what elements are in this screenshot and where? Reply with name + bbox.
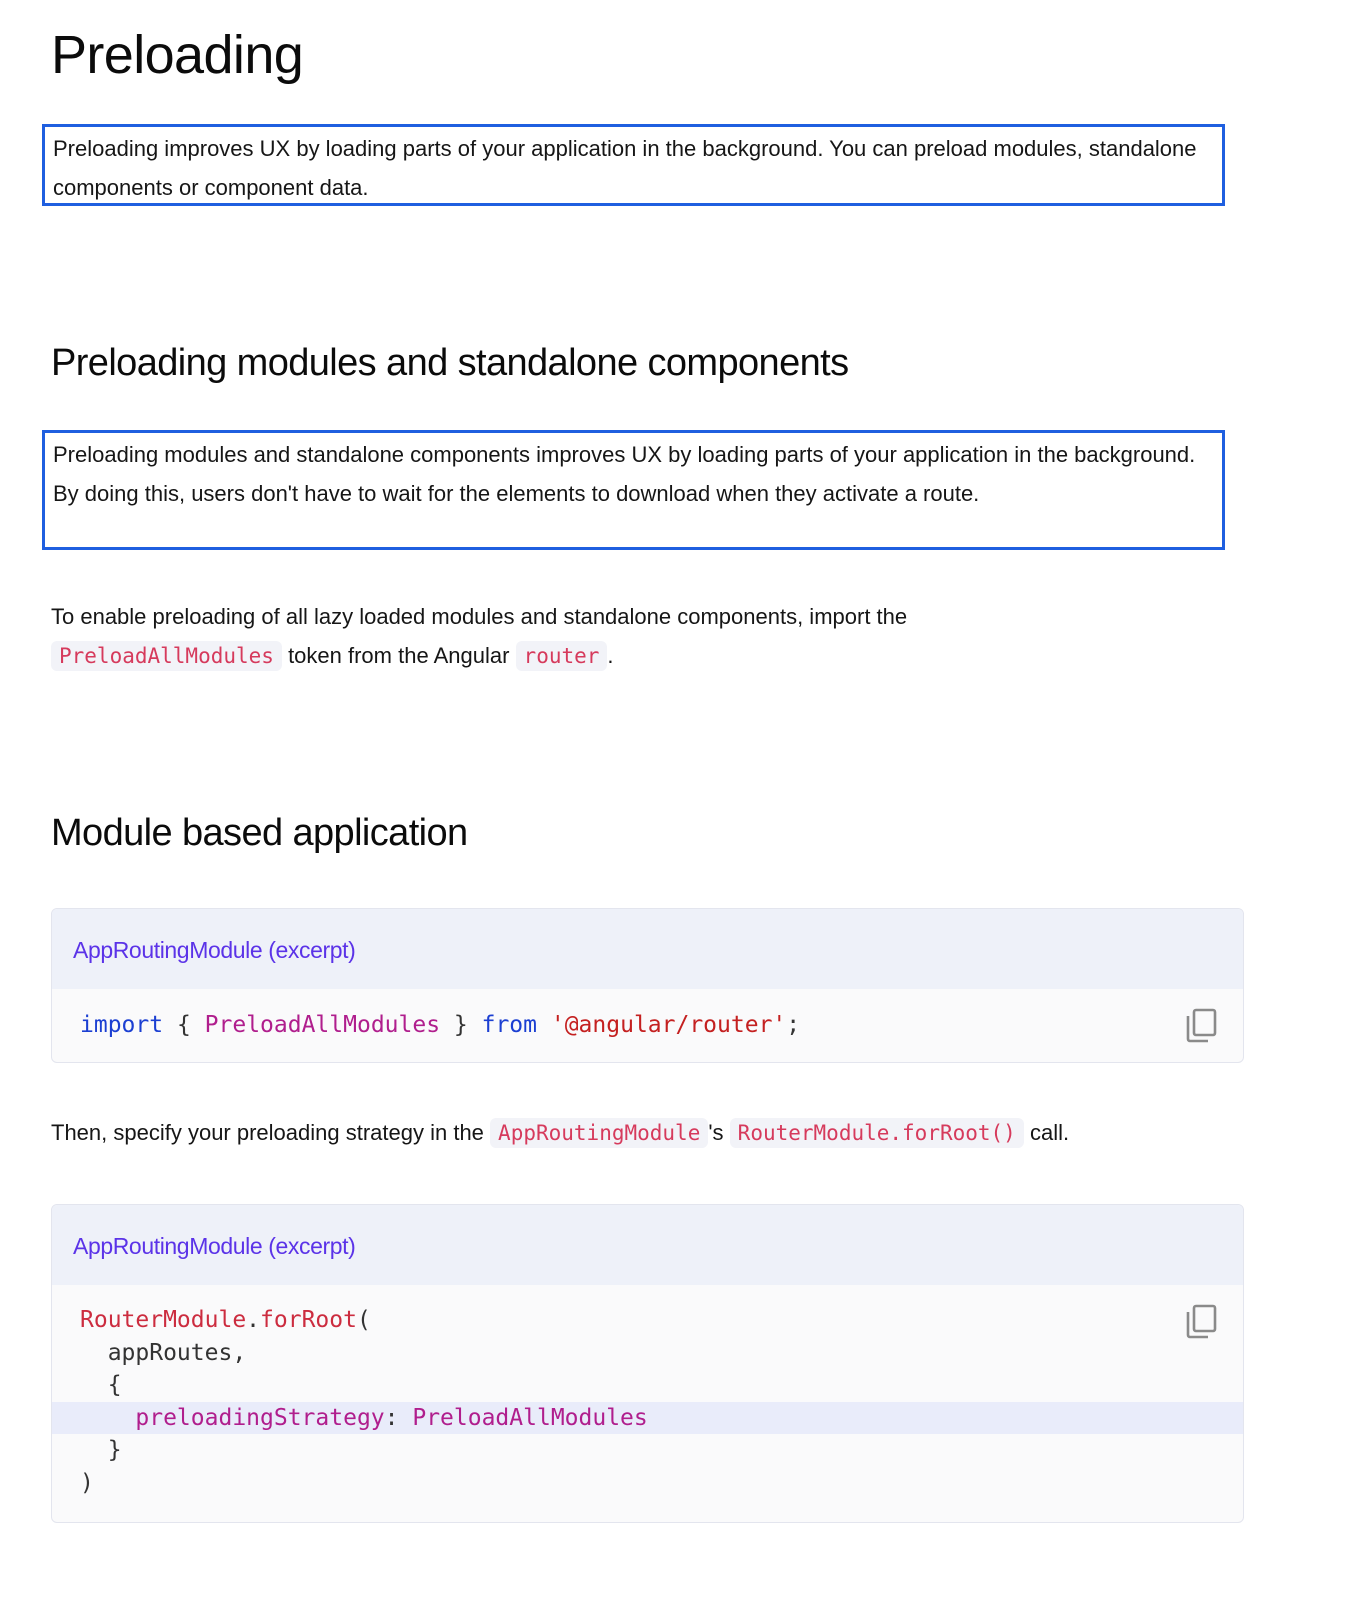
- code-line: [52, 1369, 1243, 1402]
- code-token: .: [246, 1307, 261, 1333]
- page-title: Preloading: [51, 25, 304, 85]
- modules-intro-paragraph: Preloading modules and standalone components improves UX by loading parts of your application in the background. By doing this, users don't have to wait for the elements to download when they activate a route.: [42, 430, 1225, 550]
- code-token: (: [356, 1307, 371, 1333]
- enable-text-2: token from the Angular: [288, 643, 510, 668]
- enable-text-3: .: [607, 643, 614, 668]
- code-token: {: [176, 1012, 205, 1038]
- enable-text-1: To enable preloading of all lazy loaded modules and standalone components, import the: [51, 604, 908, 629]
- intro-paragraph: Preloading improves UX by loading parts of your application in the background. You can preload modules, standalone components or component data.: [42, 124, 1225, 206]
- copy-icon: [1185, 1303, 1219, 1339]
- app-routing-module-code: AppRoutingModule: [490, 1118, 708, 1148]
- module-based-heading: Module based application: [51, 812, 468, 854]
- specify-strategy-paragraph: [51, 1113, 1251, 1153]
- code-token: forRoot: [260, 1307, 357, 1333]
- code-token: RouterModule: [80, 1307, 247, 1333]
- code-token: }: [80, 1437, 122, 1463]
- code-block-header: AppRoutingModule (excerpt): [52, 909, 1243, 989]
- modules-heading: Preloading modules and standalone components: [51, 342, 849, 384]
- then-text-2: 's: [708, 1120, 724, 1145]
- code-token: PreloadAllModules: [412, 1404, 648, 1431]
- code-block-forroot: [51, 1204, 1244, 1523]
- code-line: [52, 1467, 1243, 1500]
- preload-all-modules-code: PreloadAllModules: [51, 641, 282, 671]
- then-text-1: Then, specify your preloading strategy in the: [51, 1120, 484, 1145]
- code-token: }: [440, 1012, 482, 1038]
- copy-button[interactable]: [1185, 1007, 1219, 1043]
- copy-button[interactable]: [1185, 1303, 1219, 1339]
- code-token: '@angular/router': [550, 1012, 787, 1038]
- copy-icon: [1185, 1007, 1219, 1043]
- code-token: :: [384, 1404, 413, 1431]
- code-line-highlighted: [52, 1402, 1243, 1435]
- code-token: PreloadAllModules: [204, 1012, 441, 1038]
- code-token: appRoutes,: [80, 1339, 247, 1366]
- then-text-3: call.: [1029, 1120, 1070, 1145]
- code-body: [52, 989, 1243, 1062]
- code-line: [52, 1434, 1243, 1467]
- enable-preloading-paragraph: [51, 597, 1201, 676]
- code-token: preloadingStrategy: [135, 1404, 385, 1431]
- code-block-import: [51, 908, 1244, 1063]
- router-module-forroot-code: RouterModule.forRoot(): [730, 1118, 1024, 1148]
- code-token: import: [80, 1012, 164, 1038]
- code-token: ;: [786, 1012, 801, 1038]
- code-line: [52, 989, 1243, 1042]
- code-token: from: [481, 1012, 537, 1038]
- code-token: {: [80, 1372, 122, 1398]
- router-code: router: [516, 641, 608, 671]
- code-body: [52, 1285, 1243, 1499]
- code-block-header: AppRoutingModule (excerpt): [52, 1205, 1243, 1285]
- code-line: [52, 1337, 1243, 1370]
- code-line: [52, 1304, 1243, 1337]
- code-token: ): [80, 1469, 94, 1496]
